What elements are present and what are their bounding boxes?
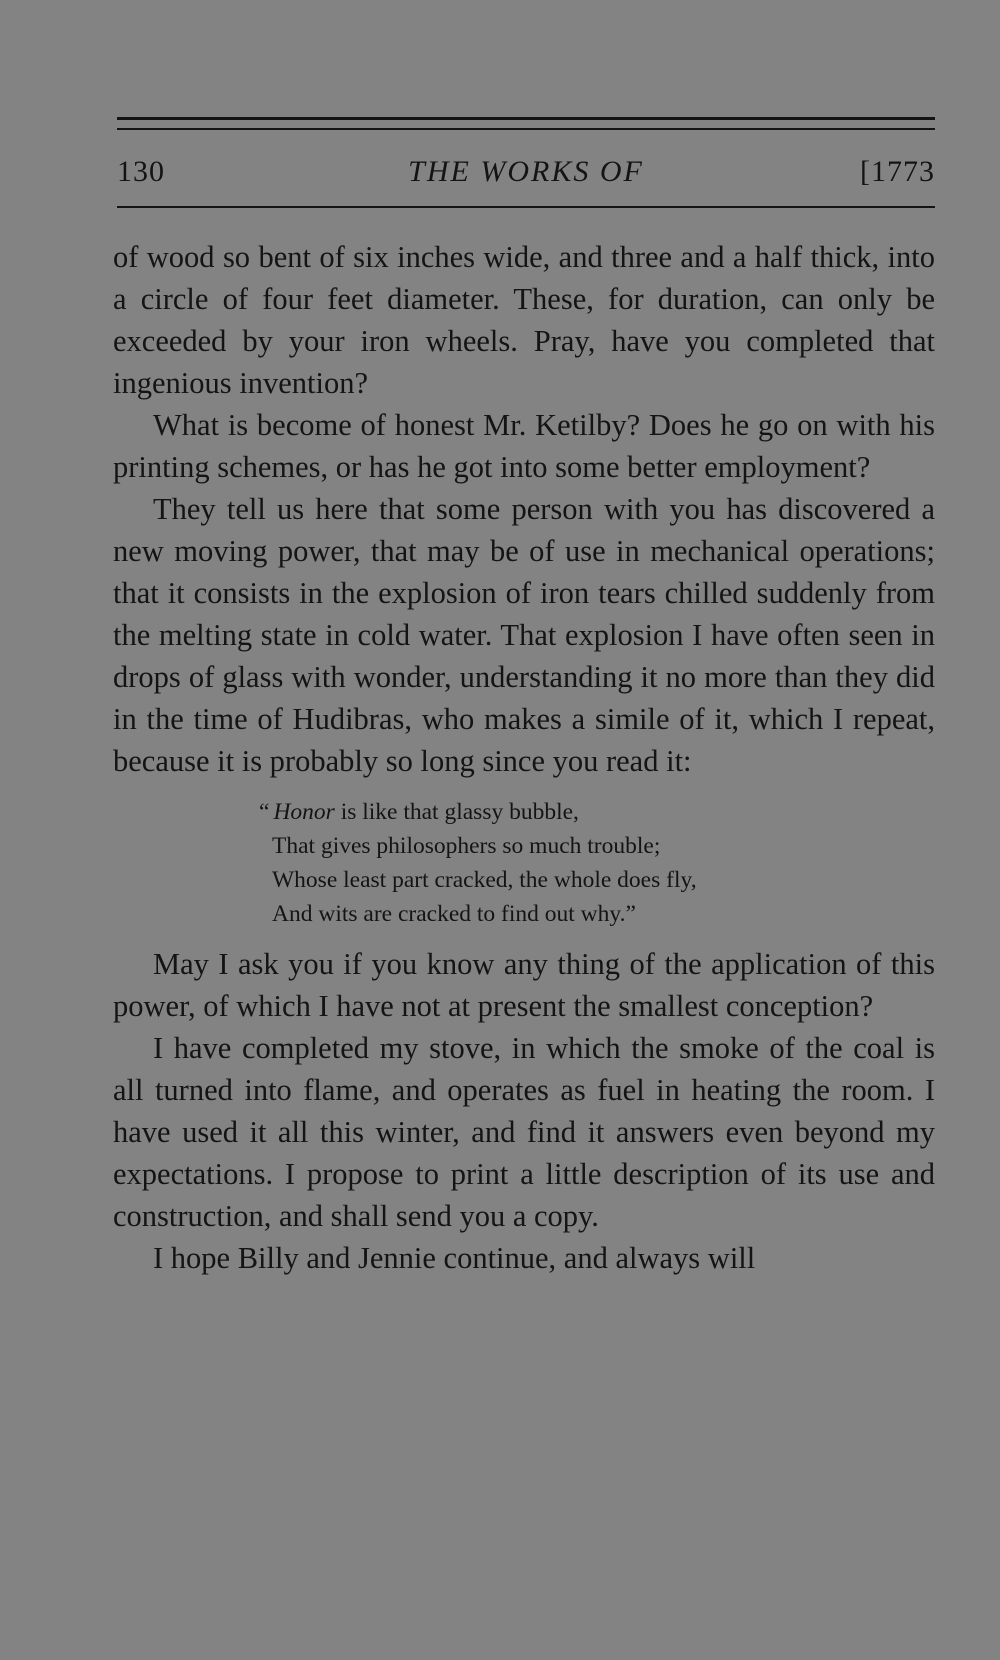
page-number: 130 [117,155,165,188]
running-head-year: [1773 [860,155,935,188]
verse-line-4: And wits are cracked to find out why.” [272,901,636,927]
verse-open-quote: “ [259,799,270,825]
paragraph-application: May I ask you if you know any thing of the application of this power, of which I have not at present the smallest conception? [113,947,935,1023]
paragraph-billy-jennie: I hope Billy and Jennie continue, and always will [153,1241,756,1275]
top-rule-thick [117,117,935,120]
paragraph-continued: of wood so bent of six inches wide, and three and a half thick, into a circle of four feet diameter. These, for duration, can only be exceeded by your iron wheels. Pray, have you completed that ingenious invention? [113,240,935,400]
verse-line-1 [259,795,935,829]
verse-italic-word: Honor [273,799,335,825]
verse-quotation [259,795,935,931]
verse-line-3: Whose least part cracked, the whole does fly, [272,867,697,893]
paragraph-stove: I have completed my stove, in which the smoke of the coal is all turned into flame, and operates as fuel in heating the room. I have used it all this winter, and find it answers even beyond my expectations. I propose to print a little description of its use and construction, and shall send you a copy. [113,1031,935,1233]
paragraph-moving-power: They tell us here that some person with you has discovered a new moving power, that may be of use in mechanical operations; that it consists in the explosion of iron tears chilled suddenly from the melting state in cold water. That explosion I have often seen in drops of glass with wonder, understanding it no more than they did in the time of Hudibras, who makes a simile of it, which I repeat, because it is probably so long since you read it: [113,492,935,778]
verse-line-2: That gives philosophers so much trouble; [272,833,661,859]
running-head-title: THE WORKS OF [408,155,644,188]
paragraph-ketilby: What is become of honest Mr. Ketilby? Does he go on with his printing schemes, or has he got into some better employment? [113,408,935,484]
verse-line-1-rest: is like that glassy bubble, [334,799,579,825]
running-head [117,150,935,194]
header-rule [117,206,935,208]
top-rule-thin [117,128,935,130]
body-text [113,236,935,1279]
